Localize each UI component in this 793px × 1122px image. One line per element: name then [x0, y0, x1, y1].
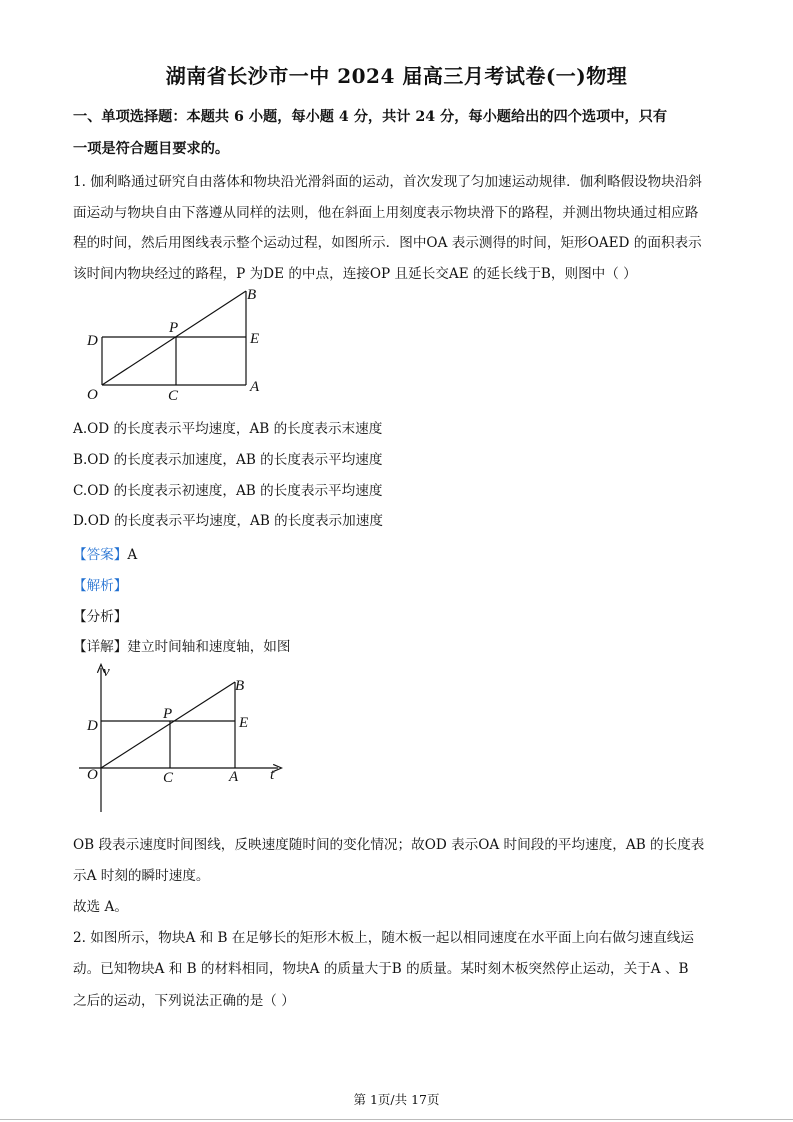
fig1-label-p: P: [169, 320, 179, 336]
q1-text-line-4: 该时间内物块经过的路程，P 为DE 的中点，连接OP 且延长交AE 的延长线于B，则图中（ ）: [73, 266, 637, 282]
fig2-label-a: A: [229, 769, 239, 785]
q1-answer-row: [73, 545, 137, 565]
fig1-label-d: D: [87, 333, 98, 349]
fig2-label-t: t: [270, 767, 275, 783]
q1-explain-line-2: 示A 时刻的瞬时速度。: [73, 868, 210, 884]
q1-option-c: C.OD 的长度表示初速度，AB 的长度表示平均速度: [73, 483, 383, 499]
q1-text-line-2: 面运动与物块自由下落遵从同样的法则，他在斜面上用刻度表示物块滑下的路程，并测出物块通过相应路: [73, 205, 699, 221]
q1-conclusion: 故选 A。: [73, 899, 128, 915]
fig2-label-o: O: [87, 767, 98, 783]
q1-text-line-1: 1. 伽利略通过研究自由落体和物块沿光滑斜面的运动，首次发现了匀加速运动规律．伽利略假设物块沿斜: [73, 174, 703, 190]
q2-text-line-2: 动。已知物块A 和 B 的材料相同，物块A 的质量大于B 的质量。某时刻木板突然停止运动，关于A 、B: [73, 961, 689, 977]
fig2-label-d: D: [87, 718, 98, 734]
page-title: 湖南省长沙市一中 2024 届高三月考试卷(一)物理: [165, 64, 628, 88]
answer-value: A: [127, 547, 138, 563]
answer-tag: 【答案】: [73, 547, 128, 563]
fig1-label-e: E: [250, 331, 260, 347]
detail-tag: 【详解】: [73, 639, 128, 655]
fig2-label-v: v: [103, 664, 110, 680]
q1-option-b: B.OD 的长度表示加速度，AB 的长度表示平均速度: [73, 452, 383, 468]
q1-explain-line-1: OB 段表示速度时间图线，反映速度随时间的变化情况；故OD 表示OA 时间段的平均速度，AB 的长度表: [73, 837, 705, 853]
q2-text-line-1: 2. 如图所示，物块A 和 B 在足够长的矩形木板上，随木板一起以相同速度在水平面上向右做匀速直线运: [73, 930, 694, 946]
fig2-label-p: P: [163, 706, 173, 722]
fig1-label-o: O: [87, 387, 98, 403]
q1-figure-vt-graph: [75, 662, 285, 817]
fig1-line-ob: [102, 291, 246, 385]
q1-figure-rectangle-diagram: [80, 285, 280, 410]
q1-text-line-3: 程的时间，然后用图线表示整个运动过程，如图所示．图中OA 表示测得的时间，矩形OAED 的面积表示: [73, 235, 702, 251]
fig2-label-e: E: [239, 715, 249, 731]
page-footer: 第 1页/共 17页: [353, 1092, 440, 1107]
fig1-label-b: B: [247, 287, 257, 303]
fenxi-tag: 【分析】: [73, 609, 128, 625]
detail-text: 建立时间轴和速度轴，如图: [127, 639, 291, 655]
fig2-line-ob: [101, 682, 235, 768]
fig1-label-c: C: [168, 388, 179, 404]
q2-text-line-3: 之后的运动，下列说法正确的是（ ）: [73, 993, 295, 1009]
section-heading-line-2: 一项是符合题目要求的。: [73, 141, 230, 157]
detail-row: [73, 637, 291, 657]
q1-option-a: A.OD 的长度表示平均速度，AB 的长度表示末速度: [73, 421, 383, 437]
fig2-label-b: B: [235, 678, 245, 694]
q1-option-d: D.OD 的长度表示平均速度，AB 的长度表示加速度: [73, 513, 383, 529]
analysis-tag: 【解析】: [73, 578, 128, 594]
fig1-label-a: A: [250, 379, 260, 395]
footer-divider: [0, 1119, 793, 1120]
section-heading-line-1: 一、单项选择题：本题共 6 小题，每小题 4 分，共计 24 分，每小题给出的四个选项中，只有: [73, 109, 668, 125]
fig2-label-c: C: [163, 770, 174, 786]
